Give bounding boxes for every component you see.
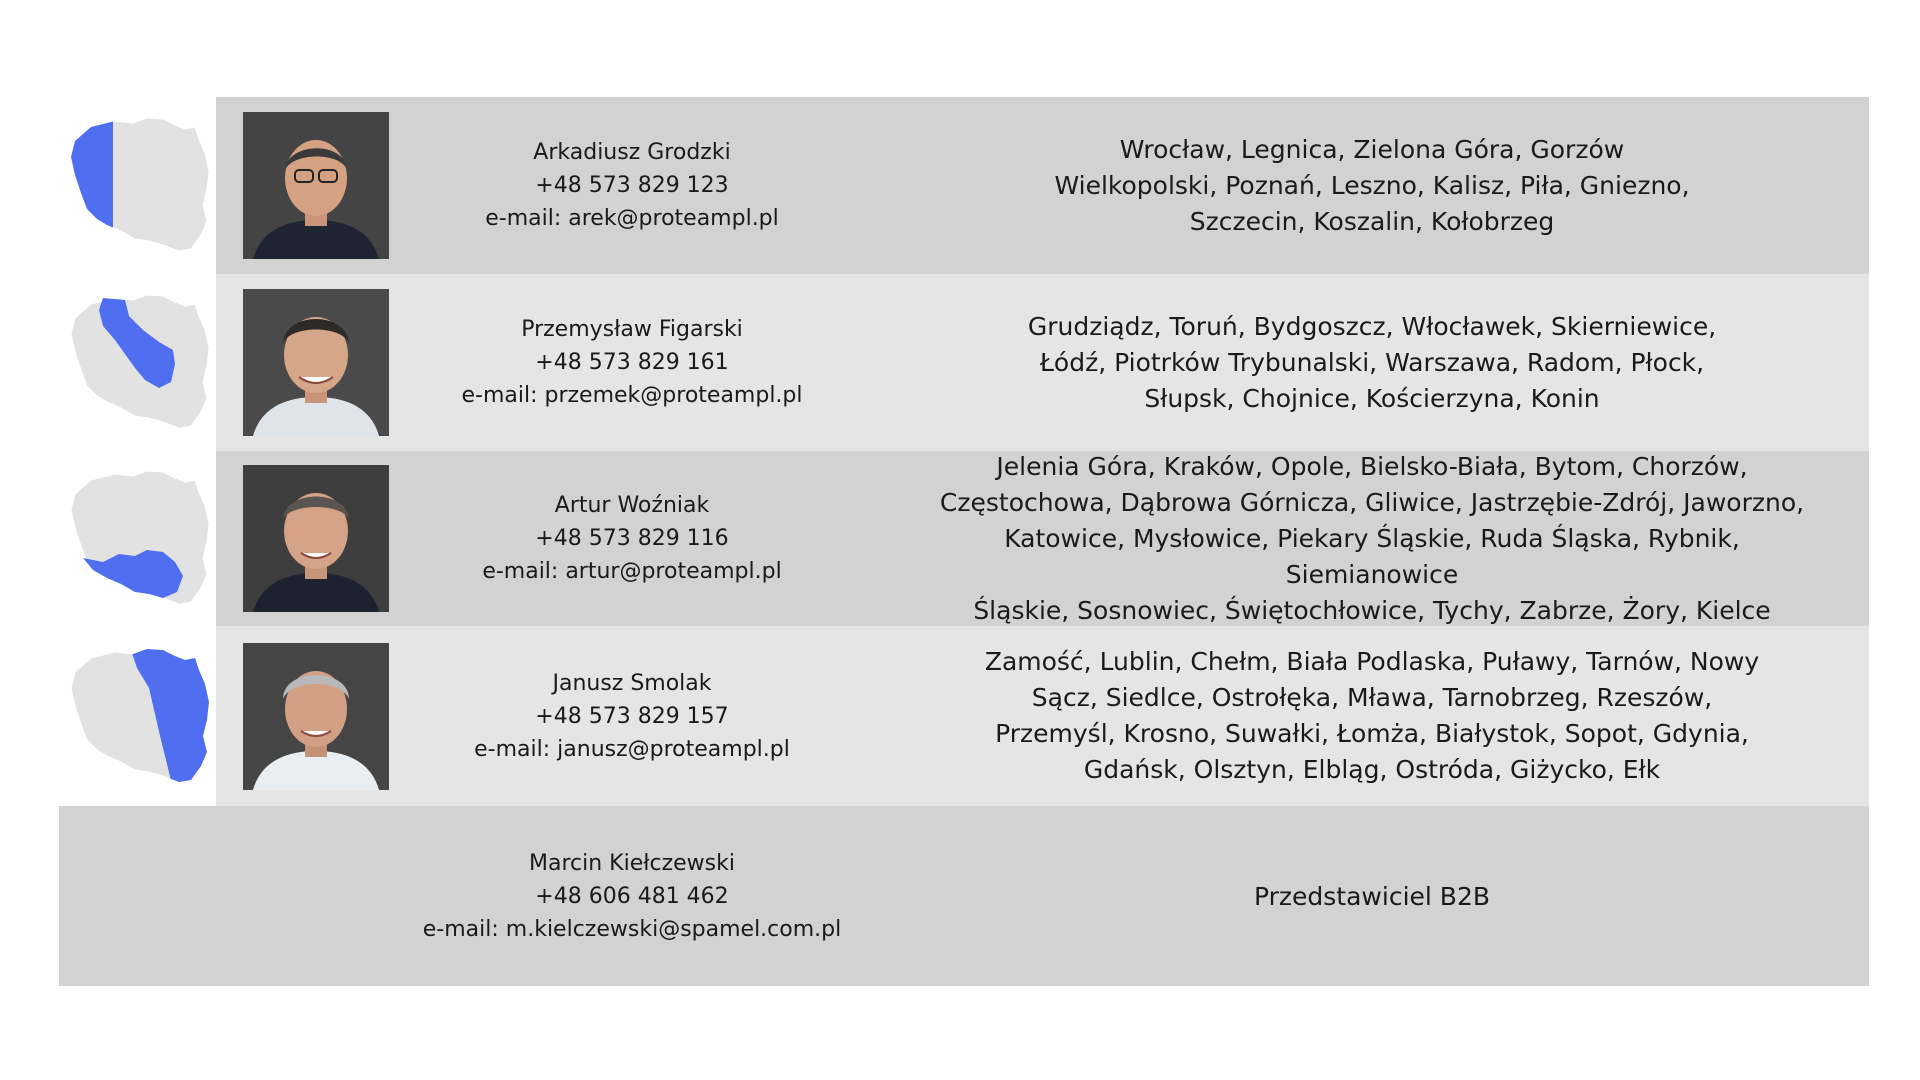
- region-line: Łódź, Piotrków Trybunalski, Warszawa, Radom, Płock,: [1039, 347, 1705, 377]
- rep-email[interactable]: e-mail: arek@proteampl.pl: [485, 206, 779, 231]
- b2b-phone[interactable]: +48 606 481 462: [535, 883, 729, 909]
- map-cell: [59, 274, 216, 451]
- region-list: [875, 309, 1869, 417]
- rep-name: Arkadiusz Grodzki: [533, 140, 731, 165]
- avatar: [243, 289, 389, 436]
- row-body: [216, 274, 1869, 451]
- rep-phone[interactable]: +48 573 829 161: [535, 350, 729, 375]
- table-row: [59, 274, 1869, 451]
- b2b-email[interactable]: e-mail: m.kielczewski@spamel.com.pl: [422, 916, 842, 942]
- contact-info: [389, 667, 875, 766]
- poland-east-region-map-icon: [63, 644, 213, 789]
- b2b-role: Przedstawiciel B2B: [1254, 881, 1490, 911]
- map-cell: [59, 626, 216, 806]
- avatar: [243, 643, 389, 790]
- region-line: Katowice, Mysłowice, Piekary Śląskie, Ruda Śląska, Rybnik, Siemianowice: [1004, 523, 1740, 589]
- contact-info: [389, 313, 875, 412]
- table-row: [59, 451, 1869, 626]
- region-list: [875, 132, 1869, 240]
- region-line: Jelenia Góra, Kraków, Opole, Bielsko-Biała, Bytom, Chorzów,: [996, 451, 1748, 481]
- poland-south-region-map-icon: [63, 466, 213, 611]
- region-line: Gdańsk, Olsztyn, Elbląg, Ostróda, Giżycko, Ełk: [1083, 755, 1661, 784]
- rep-email[interactable]: e-mail: artur@proteampl.pl: [482, 559, 782, 584]
- region-line: Częstochowa, Dąbrowa Górnicza, Gliwice, Jastrzębie-Zdrój, Jaworzno,: [939, 487, 1805, 517]
- avatar: [243, 112, 389, 259]
- rep-phone[interactable]: +48 573 829 116: [535, 526, 729, 551]
- row-body: [216, 451, 1869, 626]
- map-cell: [59, 97, 216, 274]
- rep-phone[interactable]: +48 573 829 157: [535, 703, 729, 729]
- region-line: Śląskie, Sosnowiec, Świętochłowice, Tychy, Zabrze, Żory, Kielce: [973, 595, 1771, 625]
- b2b-row: [59, 806, 1869, 986]
- contacts-table: [59, 97, 1869, 986]
- region-line: Wielkopolski, Poznań, Leszno, Kalisz, Piła, Gniezno,: [1054, 170, 1690, 200]
- region-list: [875, 449, 1869, 629]
- rep-name: Przemysław Figarski: [521, 317, 743, 342]
- b2b-name: Marcin Kiełczewski: [529, 850, 735, 876]
- rep-name: Janusz Smolak: [552, 670, 712, 696]
- table-row: [59, 97, 1869, 274]
- region-line: Wrocław, Legnica, Zielona Góra, Gorzów: [1119, 134, 1625, 164]
- poland-central-region-map-icon: [63, 290, 213, 435]
- rep-name: Artur Woźniak: [554, 493, 710, 518]
- region-line: Przemyśl, Krosno, Suwałki, Łomża, Białystok, Sopot, Gdynia,: [995, 719, 1749, 748]
- row-body: [216, 97, 1869, 274]
- table-row: [59, 626, 1869, 806]
- region-line: Szczecin, Koszalin, Kołobrzeg: [1189, 206, 1555, 236]
- rep-email[interactable]: e-mail: przemek@proteampl.pl: [461, 383, 803, 408]
- region-list: [875, 644, 1869, 788]
- b2b-contact-info: [389, 806, 875, 986]
- region-line: Słupsk, Chojnice, Kościerzyna, Konin: [1144, 383, 1600, 413]
- region-line: Zamość, Lublin, Chełm, Biała Podlaska, Puławy, Tarnów, Nowy: [984, 647, 1760, 676]
- avatar: [243, 465, 389, 612]
- region-line: Sącz, Siedlce, Ostrołęka, Mława, Tarnobrzeg, Rzeszów,: [1031, 683, 1713, 712]
- poland-west-region-map-icon: [63, 113, 213, 258]
- contact-info: [389, 489, 875, 588]
- rep-phone[interactable]: +48 573 829 123: [535, 173, 729, 198]
- contact-info: [389, 136, 875, 235]
- row-body: [216, 626, 1869, 806]
- region-line: Grudziądz, Toruń, Bydgoszcz, Włocławek, Skierniewice,: [1027, 311, 1717, 341]
- map-cell: [59, 451, 216, 626]
- rep-email[interactable]: e-mail: janusz@proteampl.pl: [474, 736, 790, 762]
